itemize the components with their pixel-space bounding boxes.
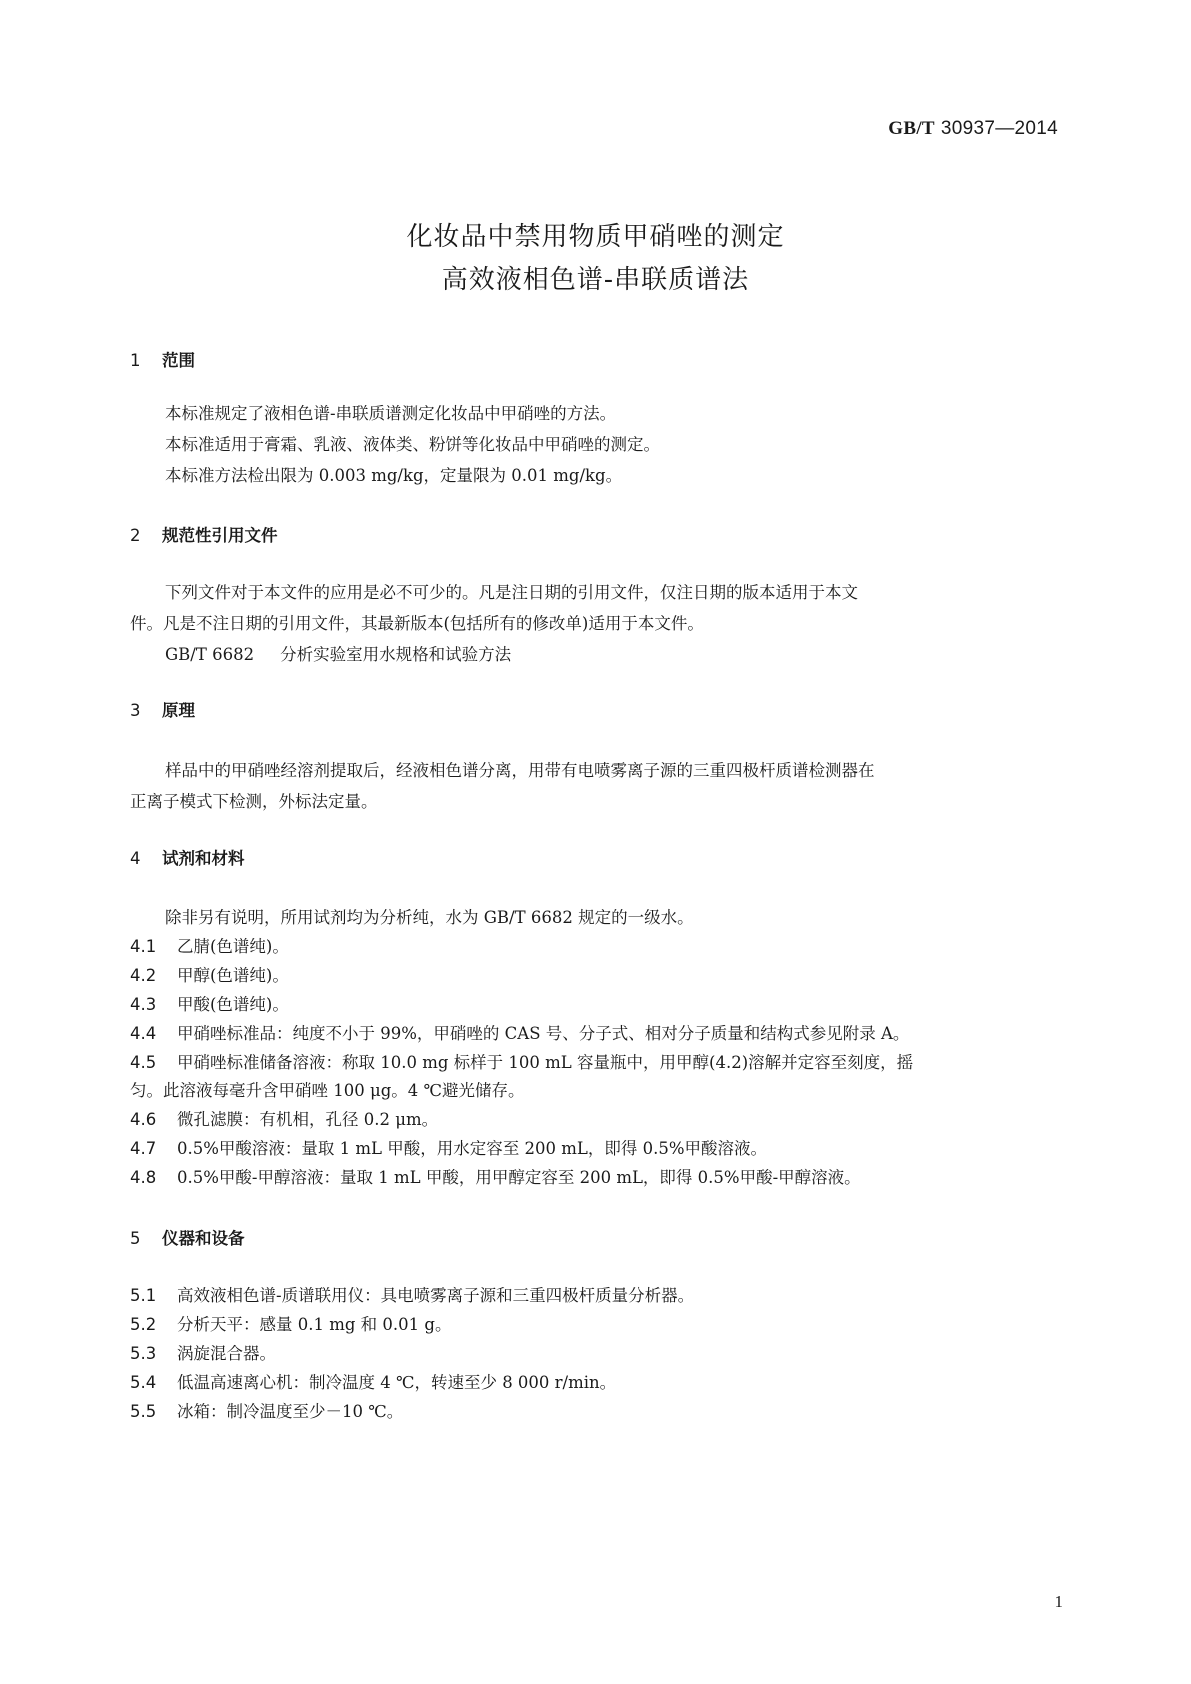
- section-4-intro: 除非另有说明，所用试剂均为分析纯，水为 GB/T 6682 规定的一级水。: [165, 908, 694, 927]
- section-title: 试剂和材料: [162, 849, 245, 868]
- section-5-heading: [130, 1225, 245, 1249]
- list-item: [130, 991, 1070, 1015]
- item-number: 4.1: [130, 937, 157, 956]
- section-number: 5: [130, 1229, 141, 1248]
- section-title: 仪器和设备: [162, 1229, 245, 1248]
- standard-number: [888, 118, 1058, 140]
- section-2-para-line-1: 下列文件对于本文件的应用是必不可少的。凡是注日期的引用文件，仅注日期的版本适用于本文: [165, 583, 858, 602]
- section-number: 3: [130, 701, 141, 720]
- list-item-continuation: 匀。此溶液每毫升含甲硝唑 100 μg。4 ℃避光储存。: [130, 1081, 525, 1100]
- list-item: [130, 1369, 1070, 1393]
- item-number: 5.1: [130, 1286, 157, 1305]
- item-number: 4.5: [130, 1053, 157, 1072]
- section-1-para-1: 本标准规定了液相色谱-串联质谱测定化妆品中甲硝唑的方法。: [165, 404, 617, 423]
- item-text: 甲硝唑标准储备溶液：称取 10.0 mg 标样于 100 mL 容量瓶中，用甲醇(4.2)溶解并定容至刻度，摇: [177, 1053, 914, 1072]
- section-2-para-line-2: 件。凡是不注日期的引用文件，其最新版本(包括所有的修改单)适用于本文件。: [130, 614, 704, 633]
- item-number: 5.5: [130, 1402, 157, 1421]
- section-title: 规范性引用文件: [162, 526, 278, 545]
- item-text: 低温高速离心机：制冷温度 4 ℃，转速至少 8 000 r/min。: [177, 1373, 617, 1392]
- section-4-heading: [130, 845, 245, 869]
- section-title: 原理: [162, 701, 195, 720]
- page-number: 1: [1054, 1592, 1063, 1611]
- item-text: 分析天平：感量 0.1 mg 和 0.01 g。: [177, 1315, 452, 1334]
- section-3-para-line-2: 正离子模式下检测，外标法定量。: [130, 792, 378, 811]
- item-text: 微孔滤膜：有机相，孔径 0.2 μm。: [177, 1110, 439, 1129]
- list-item: [130, 1282, 1070, 1306]
- item-text: 高效液相色谱-质谱联用仪：具电喷雾离子源和三重四极杆质量分析器。: [177, 1286, 695, 1305]
- section-1-heading: [130, 347, 195, 371]
- normative-reference: [165, 641, 511, 665]
- item-number: 4.3: [130, 995, 157, 1014]
- item-number: 5.3: [130, 1344, 157, 1363]
- item-text: 0.5%甲酸溶液：量取 1 mL 甲酸，用水定容至 200 mL，即得 0.5%甲酸溶液。: [177, 1139, 768, 1158]
- item-number: 4.7: [130, 1139, 157, 1158]
- section-title: 范围: [162, 351, 195, 370]
- section-3-para-line-1: 样品中的甲硝唑经溶剂提取后，经液相色谱分离，用带有电喷雾离子源的三重四极杆质谱检测器在: [165, 761, 875, 780]
- section-2-heading: [130, 522, 278, 546]
- section-1-para-2: 本标准适用于膏霜、乳液、液体类、粉饼等化妆品中甲硝唑的测定。: [165, 435, 660, 454]
- item-text: 甲酸(色谱纯)。: [177, 995, 289, 1014]
- item-text: 甲硝唑标准品：纯度不小于 99%，甲硝唑的 CAS 号、分子式、相对分子质量和结构式参见附录 A。: [177, 1024, 910, 1043]
- item-number: 4.8: [130, 1168, 157, 1187]
- item-number: 5.4: [130, 1373, 157, 1392]
- document-title-line1: 化妆品中禁用物质甲硝唑的测定: [406, 222, 785, 252]
- document-title-line2: 高效液相色谱-串联质谱法: [441, 265, 750, 295]
- section-1-para-3: 本标准方法检出限为 0.003 mg/kg，定量限为 0.01 mg/kg。: [165, 466, 623, 485]
- list-item: [130, 1340, 1070, 1364]
- item-number: 4.6: [130, 1110, 157, 1129]
- list-item: [130, 962, 1070, 986]
- item-text: 甲醇(色谱纯)。: [177, 966, 289, 985]
- list-item: [130, 1020, 1070, 1044]
- item-text: 冰箱：制冷温度至少－10 ℃。: [177, 1402, 404, 1421]
- section-3-heading: [130, 697, 195, 721]
- list-item: [130, 1135, 1070, 1159]
- item-text: 0.5%甲酸-甲醇溶液：量取 1 mL 甲酸，用甲醇定容至 200 mL，即得 0.5%甲酸-甲醇溶液。: [177, 1168, 861, 1187]
- item-text: 涡旋混合器。: [177, 1344, 276, 1363]
- list-item: [130, 1164, 1070, 1188]
- item-text: 乙腈(色谱纯)。: [177, 937, 289, 956]
- item-number: 5.2: [130, 1315, 157, 1334]
- reference-code: GB/T 6682: [165, 645, 255, 664]
- section-number: 4: [130, 849, 141, 868]
- item-number: 4.4: [130, 1024, 157, 1043]
- list-item: [130, 1049, 1070, 1073]
- list-item: [130, 1311, 1070, 1335]
- item-number: 4.2: [130, 966, 157, 985]
- reference-title: 分析实验室用水规格和试验方法: [280, 645, 512, 664]
- list-item: [130, 1106, 1070, 1130]
- list-item: [130, 933, 1070, 957]
- standard-code: GB/T: [888, 118, 935, 139]
- list-item: [130, 1398, 1070, 1422]
- section-number: 1: [130, 351, 141, 370]
- standard-year: 30937—2014: [940, 118, 1058, 139]
- section-number: 2: [130, 526, 141, 545]
